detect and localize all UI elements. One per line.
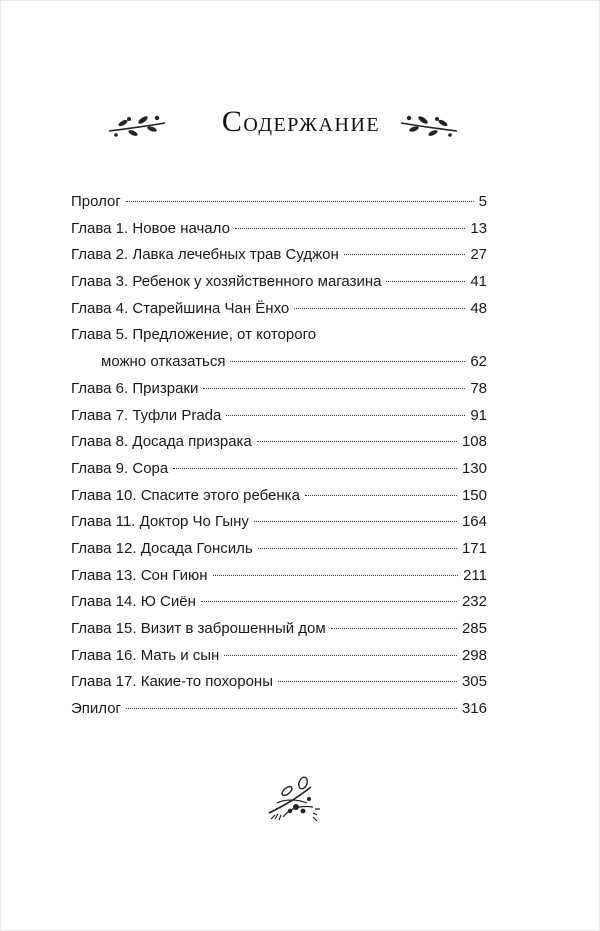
dot-leader <box>126 201 474 202</box>
sprig-icon <box>399 111 459 141</box>
toc-entry-label: Глава 1. Новое начало <box>71 219 230 237</box>
toc-entry-page: 232 <box>461 593 487 611</box>
toc-entry-chapter-8[interactable] <box>71 429 487 456</box>
toc-entry-page: 130 <box>461 459 487 477</box>
toc-entry-chapter-17[interactable] <box>71 669 487 696</box>
toc-entry-page: 108 <box>461 433 487 451</box>
dot-leader <box>257 441 457 442</box>
dot-leader <box>201 601 457 602</box>
dot-leader <box>203 388 465 389</box>
toc-entry-page: 316 <box>461 700 487 718</box>
toc-entry-chapter-12[interactable] <box>71 536 487 563</box>
toc-entry-label: Глава 10. Спасите этого ребенка <box>71 486 300 504</box>
toc-entry-epilogue[interactable] <box>71 696 487 723</box>
toc-entry-chapter-2[interactable] <box>71 242 487 269</box>
dot-leader <box>331 628 457 629</box>
toc-entry-prologue[interactable] <box>71 189 487 216</box>
dot-leader <box>230 361 465 362</box>
toc-entry-page: 62 <box>470 353 487 371</box>
toc-entry-label: можно отказаться <box>101 353 226 371</box>
toc-entry-label: Глава 11. Доктор Чо Гыну <box>71 513 249 531</box>
toc-entry-label: Глава 9. Сора <box>71 459 169 477</box>
toc-entry-page: 164 <box>461 513 487 531</box>
toc-entry-label: Глава 5. Предложение, от которого <box>71 326 317 344</box>
dot-leader <box>235 228 465 229</box>
botanical-ornament-icon <box>263 773 323 823</box>
toc-entry-label: Глава 8. Досада призрака <box>71 433 252 451</box>
toc-entry-page: 78 <box>470 379 487 397</box>
dot-leader <box>226 415 465 416</box>
toc-entry-label: Глава 17. Какие-то похороны <box>71 673 273 691</box>
toc-entry-label: Глава 13. Сон Гиюн <box>71 566 208 584</box>
toc-entry-label: Глава 2. Лавка лечебных трав Суджон <box>71 246 339 264</box>
toc-entry-chapter-1[interactable] <box>71 216 487 243</box>
toc-entry-page: 211 <box>463 566 487 584</box>
toc-entry-chapter-9[interactable] <box>71 456 487 483</box>
toc-entry-chapter-4[interactable] <box>71 296 487 323</box>
toc-entry-page: 150 <box>461 486 487 504</box>
toc-entry-page: 171 <box>461 539 487 557</box>
toc-entry-page: 5 <box>478 193 487 210</box>
toc-entry-page: 298 <box>461 646 487 664</box>
toc-entry-chapter-5-continued[interactable] <box>71 349 487 376</box>
toc-entry-page: 305 <box>461 673 487 691</box>
dot-leader <box>224 655 457 656</box>
dot-leader <box>386 281 465 282</box>
page-title-cap: С <box>221 105 244 138</box>
toc-entry-label: Глава 6. Призраки <box>71 379 199 397</box>
page-title-rest: одержание <box>243 107 381 138</box>
toc-entry-chapter-15[interactable] <box>71 616 487 643</box>
dot-leader <box>344 254 466 255</box>
dot-leader <box>278 681 457 682</box>
toc-entry-label: Глава 15. Визит в заброшенный дом <box>71 620 326 637</box>
toc-entry-page: 27 <box>470 246 487 264</box>
dot-leader <box>305 495 457 496</box>
toc-entry-label: Пролог <box>71 193 121 210</box>
toc-entry-label: Глава 14. Ю Сиён <box>71 593 196 611</box>
toc-entry-chapter-7[interactable] <box>71 403 487 430</box>
toc-entry-label: Глава 7. Туфли Prada <box>71 406 222 424</box>
toc-entry-page: 48 <box>470 299 487 317</box>
toc-entry-label: Глава 3. Ребенок у хозяйственного магазина <box>71 273 382 291</box>
toc-entry-chapter-11[interactable] <box>71 509 487 536</box>
toc-entry-chapter-6[interactable] <box>71 376 487 403</box>
toc-entry-page: 285 <box>461 620 487 637</box>
table-of-contents <box>71 189 487 723</box>
toc-entry-chapter-14[interactable] <box>71 589 487 616</box>
dot-leader <box>173 468 457 469</box>
toc-entry-chapter-16[interactable] <box>71 643 487 670</box>
dot-leader <box>126 708 457 709</box>
toc-entry-chapter-5[interactable] <box>71 322 487 349</box>
dot-leader <box>213 575 459 576</box>
dot-leader <box>258 548 457 549</box>
dot-leader <box>254 521 457 522</box>
page-title <box>1 105 600 139</box>
toc-entry-label: Глава 4. Старейшина Чан Ёнхо <box>71 299 290 317</box>
toc-entry-page: 41 <box>470 273 487 291</box>
dot-leader <box>294 308 465 309</box>
toc-entry-page: 13 <box>470 219 487 237</box>
toc-entry-chapter-3[interactable] <box>71 269 487 296</box>
toc-entry-page: 91 <box>470 406 487 424</box>
toc-entry-label: Глава 12. Досада Гонсиль <box>71 539 253 557</box>
toc-entry-label: Глава 16. Мать и сын <box>71 646 220 664</box>
contents-header <box>1 101 600 145</box>
toc-entry-label: Эпилог <box>71 700 122 718</box>
toc-entry-chapter-13[interactable] <box>71 563 487 590</box>
toc-entry-chapter-10[interactable] <box>71 483 487 510</box>
